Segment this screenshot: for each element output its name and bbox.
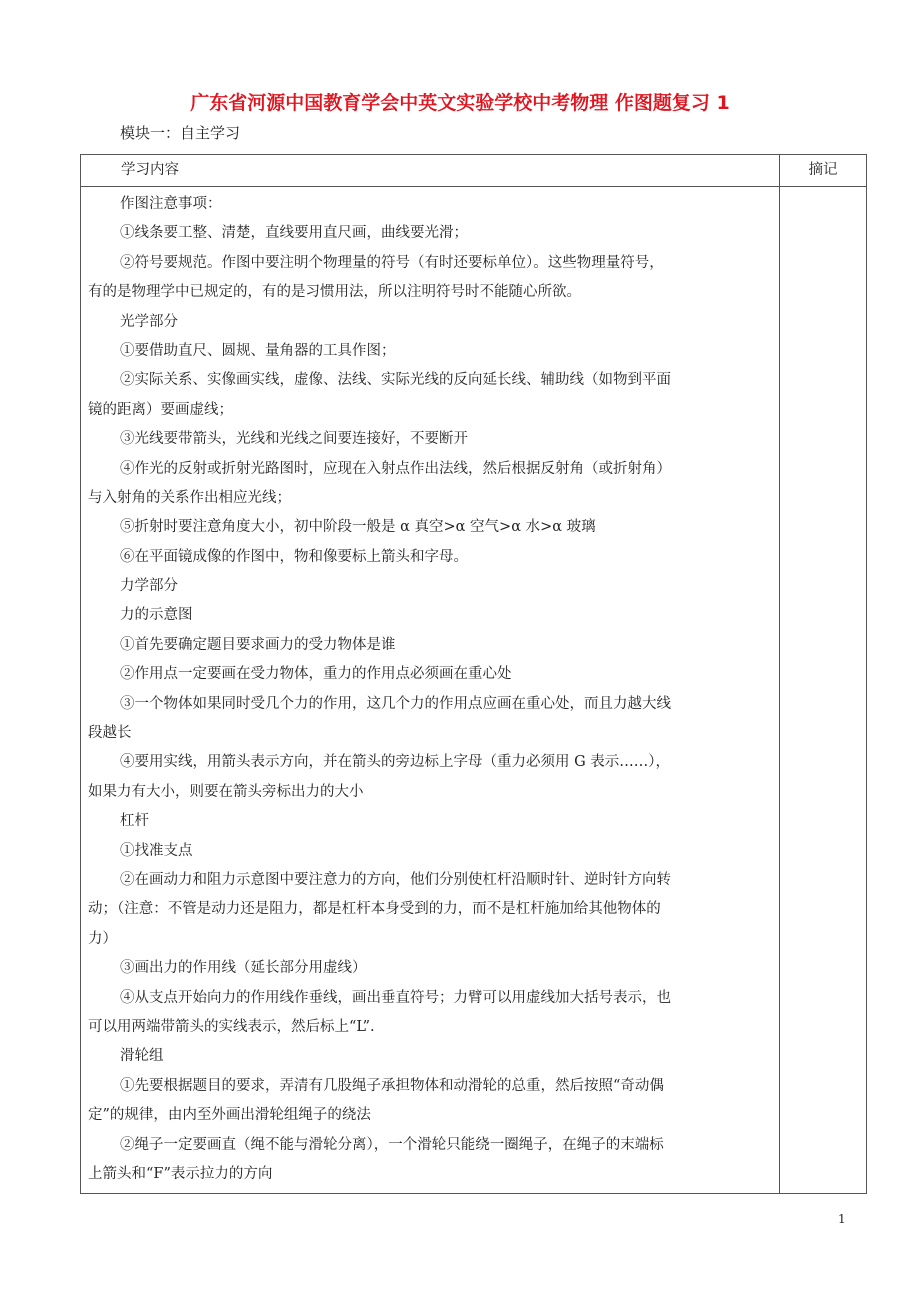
text-line: 作图注意事项： xyxy=(120,196,222,212)
text-line: ①要借助直尺、圆规、量角器的工具作图； xyxy=(120,342,396,359)
text-line: 定”的规律，由内至外画出滑轮组绳子的绕法 xyxy=(88,1107,371,1124)
table-body-row xyxy=(81,187,867,1194)
text-line: ③一个物体如果同时受几个力的作用，这几个力的作用点应画在重心处，而且力越大线 xyxy=(120,695,671,712)
text-line: ⑥在平面镜成像的作图中，物和像要标上箭头和字母。 xyxy=(120,548,468,565)
text-line: ②实际关系、实像画实线，虚像、法线、实际光线的反向延长线、辅助线（如物到平面 xyxy=(120,372,671,389)
header-content: 学习内容 xyxy=(81,155,780,187)
text-line: ②作用点一定要画在受力物体，重力的作用点必须画在重心处 xyxy=(120,666,512,683)
header-notes: 摘记 xyxy=(780,155,867,187)
text-line: ②在画动力和阻力示意图中要注意力的方向，他们分别使杠杆沿顺时针、逆时针方向转 xyxy=(120,871,671,888)
text-line: 段越长 xyxy=(88,725,132,742)
text-line: 动；（注意：不管是动力还是阻力，都是杠杆本身受到的力，而不是杠杆施加给其他物体的 xyxy=(88,901,661,918)
text-line: ④从支点开始向力的作用线作垂线，画出垂直符号；力臂可以用虚线加大括号表示，也 xyxy=(120,989,671,1006)
text-line: ②绳子一定要画直（绳不能与滑轮分离），一个滑轮只能绕一圈绳子，在绳子的末端标 xyxy=(120,1136,664,1153)
text-line: 滑轮组 xyxy=(120,1048,164,1065)
text-line: ①首先要确定题目要求画力的受力物体是谁 xyxy=(120,636,396,653)
text-line: ①找准支点 xyxy=(120,842,193,859)
notes-cell xyxy=(780,187,867,1194)
text-line: ④作光的反射或折射光路图时，应现在入射点作出法线，然后根据反射角（或折射角） xyxy=(120,460,671,477)
text-line: ①先要根据题目的要求，弄清有几股绳子承担物体和动滑轮的总重，然后按照“奇动偶 xyxy=(120,1077,664,1094)
text-line: ④要用实线，用箭头表示方向，并在箭头的旁边标上字母（重力必须用 G 表示……）， xyxy=(120,754,671,771)
text-line: 镜的距离）要画虚线； xyxy=(88,401,233,418)
text-line: 可以用两端带箭头的实线表示，然后标上“L”. xyxy=(88,1018,375,1035)
text-line: 与入射角的关系作出相应光线； xyxy=(88,489,291,506)
document-title: 广东省河源中国教育学会中英文实验学校中考物理 作图题复习 1 xyxy=(190,92,730,114)
study-table xyxy=(80,154,867,1194)
text-line: ②符号要规范。作图中要注明个物理量的符号（有时还要标单位）。这些物理量符号， xyxy=(120,254,664,271)
text-line: ①线条要工整、清楚，直线要用直尺画，曲线要光滑； xyxy=(120,225,468,242)
text-line: 上箭头和“F”表示拉力的方向 xyxy=(88,1165,273,1182)
text-line: ③光线要带箭头，光线和光线之间要连接好，不要断开 xyxy=(120,431,468,448)
module-heading: 模块一：自主学习 xyxy=(120,124,241,142)
text-line: ⑤折射时要注意角度大小，初中阶段一般是 α 真空>α 空气>α 水>α 玻璃 xyxy=(120,519,596,536)
text-line: 光学部分 xyxy=(120,313,178,330)
page-number: 1 xyxy=(838,1212,846,1226)
text-line: 如果力有大小，则要在箭头旁标出力的大小 xyxy=(88,783,364,800)
text-line: ③画出力的作用线（延长部分用虚线） xyxy=(120,960,367,977)
text-line: 力） xyxy=(88,930,117,947)
text-line: 力的示意图 xyxy=(120,607,193,624)
content-cell xyxy=(81,187,780,1194)
text-line: 有的是物理学中已规定的，有的是习惯用法，所以注明符号时不能随心所欲。 xyxy=(88,284,581,301)
text-line: 力学部分 xyxy=(120,578,178,595)
text-line: 杠杆 xyxy=(120,813,149,830)
table-header-row xyxy=(81,155,867,187)
